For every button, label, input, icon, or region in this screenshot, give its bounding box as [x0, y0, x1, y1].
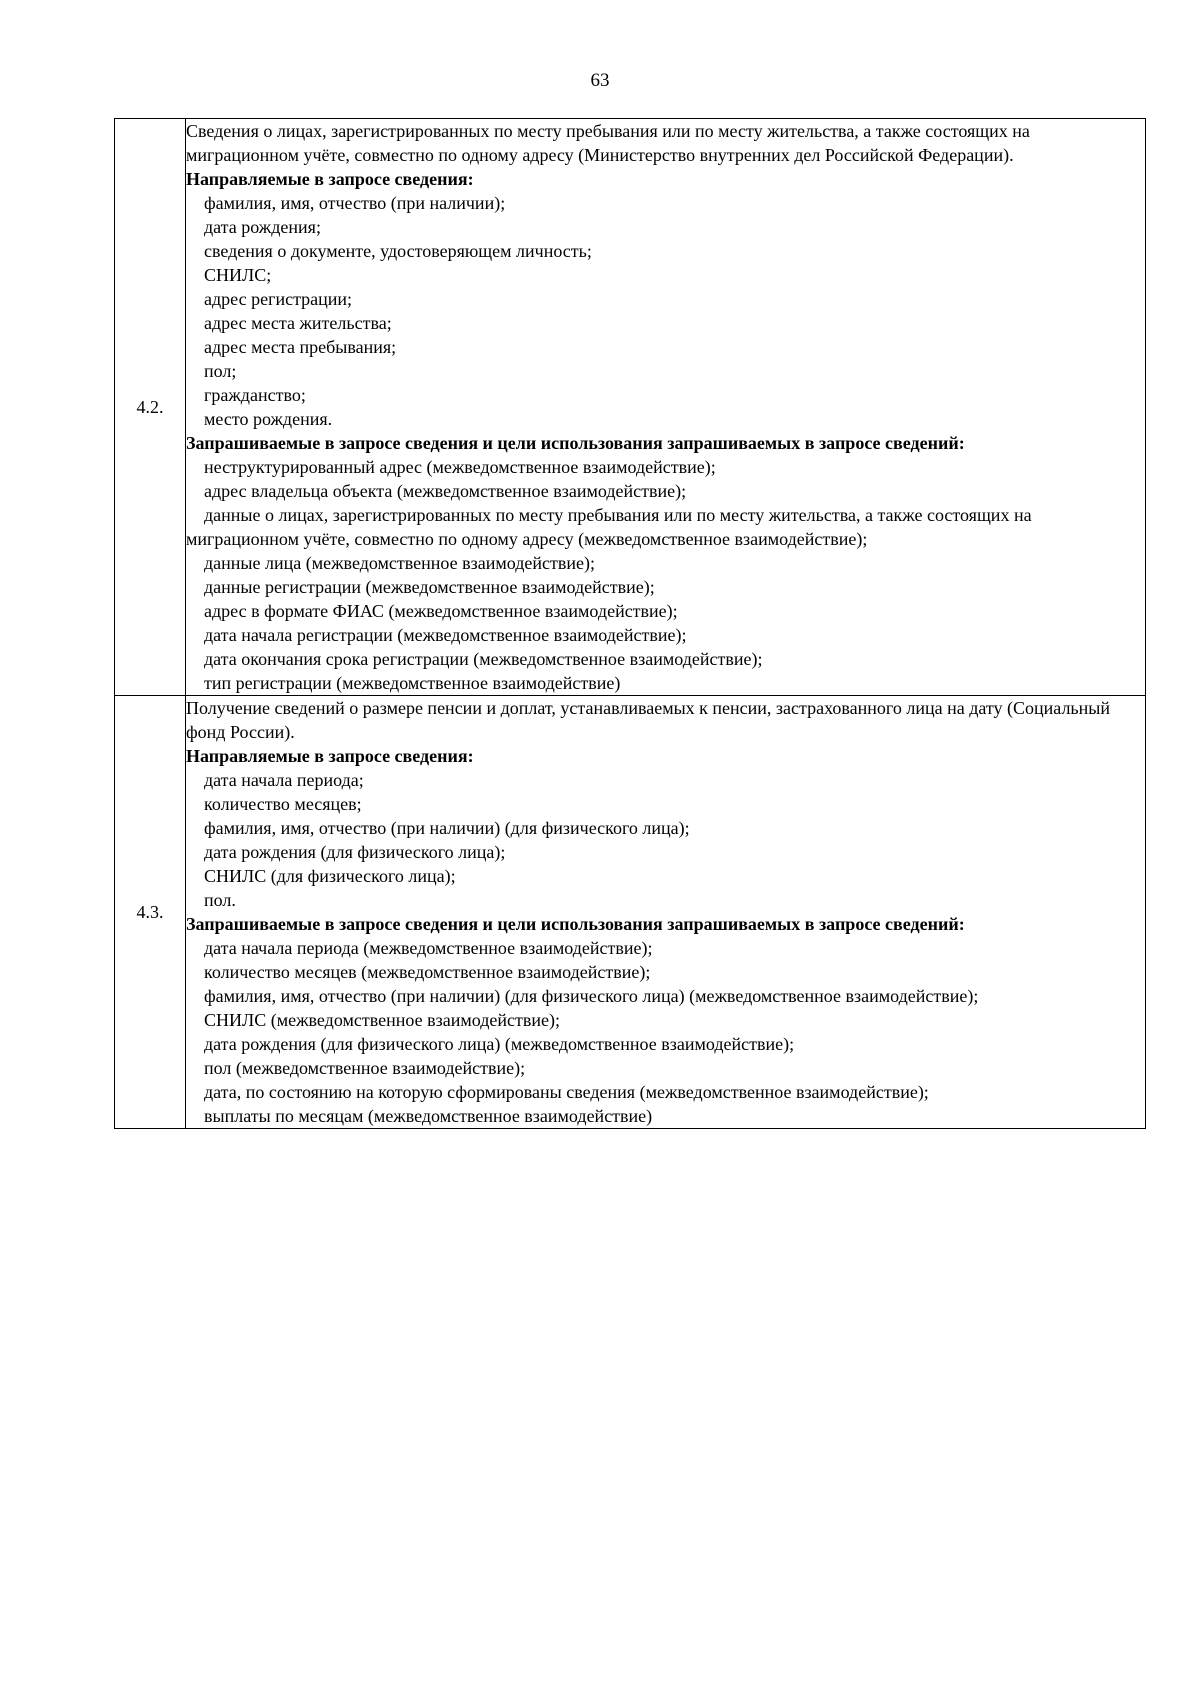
list-item: СНИЛС;	[204, 265, 272, 285]
list-item: данные лица (межведомственное взаимодействие);	[204, 553, 595, 573]
list-item: СНИЛС (для физического лица);	[204, 866, 456, 886]
requested-heading: Запрашиваемые в запросе сведения и цели использования запрашиваемых в запросе сведений:	[186, 914, 965, 934]
list-item: адрес места жительства;	[204, 313, 392, 333]
list-item: пол (межведомственное взаимодействие);	[204, 1058, 526, 1078]
list-item: количество месяцев (межведомственное взаимодействие);	[204, 962, 651, 982]
row-title: Получение сведений о размере пенсии и доплат, устанавливаемых к пенсии, застрахованного лица на дату (Социальный фонд России).	[186, 698, 1110, 742]
row-number: 4.2.	[115, 119, 186, 696]
list-item: фамилия, имя, отчество (при наличии) (для физического лица) (межведомственное взаимодействие);	[204, 986, 979, 1006]
list-item: дата рождения (для физического лица);	[204, 842, 506, 862]
list-item: адрес в формате ФИАС (межведомственное взаимодействие);	[204, 601, 678, 621]
table-row	[115, 119, 1146, 696]
list-item: адрес места пребывания;	[204, 337, 397, 357]
list-item: дата начала периода;	[204, 770, 364, 790]
list-item: дата окончания срока регистрации (межведомственное взаимодействие);	[204, 649, 763, 669]
list-item: СНИЛС (межведомственное взаимодействие);	[204, 1010, 560, 1030]
list-item: данные о лицах, зарегистрированных по месту пребывания или по месту жительства, а также состоящих на миграционном учёте, совместно по одному адресу (межведомственное взаимодействие);	[186, 505, 1032, 549]
requested-heading: Запрашиваемые в запросе сведения и цели использования запрашиваемых в запросе сведений:	[186, 433, 965, 453]
list-item: место рождения.	[204, 409, 333, 429]
list-item: пол;	[204, 361, 237, 381]
sent-heading: Направляемые в запросе сведения:	[186, 746, 474, 766]
list-item: дата начала регистрации (межведомственное взаимодействие);	[204, 625, 687, 645]
row-title: Сведения о лицах, зарегистрированных по месту пребывания или по месту жительства, а также состоящих на миграционном учёте, совместно по одному адресу (Министерство внутренних дел Российской Федерации).	[186, 121, 1030, 165]
list-item: дата рождения;	[204, 217, 321, 237]
row-number: 4.3.	[115, 696, 186, 1129]
list-item: гражданство;	[204, 385, 306, 405]
requests-table	[114, 118, 1146, 1129]
row-content	[186, 119, 1146, 696]
list-item: данные регистрации (межведомственное взаимодействие);	[204, 577, 655, 597]
list-item: дата, по состоянию на которую сформированы сведения (межведомственное взаимодействие);	[204, 1082, 929, 1102]
list-item: фамилия, имя, отчество (при наличии) (для физического лица);	[204, 818, 690, 838]
page-number: 63	[590, 70, 610, 91]
list-item: адрес регистрации;	[204, 289, 353, 309]
sent-heading: Направляемые в запросе сведения:	[186, 169, 474, 189]
list-item: количество месяцев;	[204, 794, 362, 814]
list-item: адрес владельца объекта (межведомственное взаимодействие);	[204, 481, 687, 501]
list-item: выплаты по месяцам (межведомственное взаимодействие)	[204, 1106, 653, 1126]
list-item: дата рождения (для физического лица) (межведомственное взаимодействие);	[204, 1034, 795, 1054]
table-row	[115, 696, 1146, 1129]
list-item: сведения о документе, удостоверяющем личность;	[204, 241, 592, 261]
list-item: неструктурированный адрес (межведомственное взаимодействие);	[204, 457, 716, 477]
row-content	[186, 696, 1146, 1129]
list-item: пол.	[204, 890, 236, 910]
list-item: тип регистрации (межведомственное взаимодействие)	[204, 673, 621, 693]
list-item: фамилия, имя, отчество (при наличии);	[204, 193, 506, 213]
list-item: дата начала периода (межведомственное взаимодействие);	[204, 938, 653, 958]
